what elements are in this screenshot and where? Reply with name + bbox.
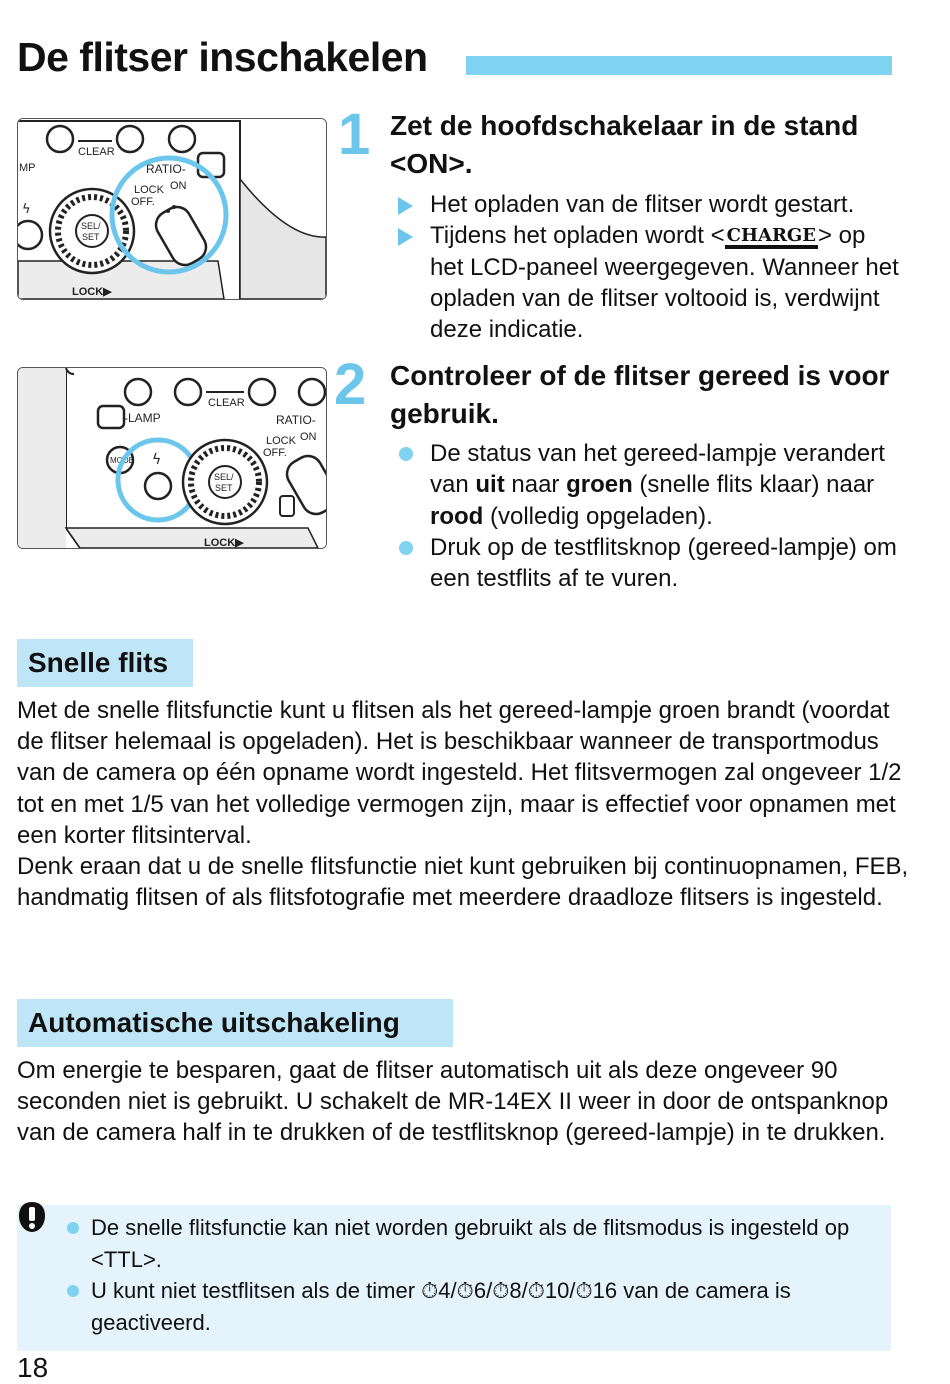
caution-icon: [17, 1200, 47, 1234]
mode-label: MODE: [110, 456, 134, 465]
quick-flash-text: Met de snelle flitsfunctie kunt u flitsen als het gereed-lampje groen brandt (voordat de flitser helemaal is opgeladen). Het is beschikbaar wanneer de transportmodus van de camera op één opname wordt ingesteld. Het flitsvermogen zal ongeveer 1/2 tot en met 1/5 van het volledige vermogen zijn, maar is effectief voor opnamen met een korter flitsinterval. Denk eraan dat u de snelle flitsfunctie niet kunt gebruiken bij continuopnamen, FEB, handmatig flitsen of als flitsfotografie met meerdere draadloze flitsers is ingesteld.: [17, 697, 909, 912]
lamp-label: -LAMP: [124, 411, 161, 425]
timer-16-icon: ⏱16: [575, 1278, 618, 1303]
charge-indicator-icon: CHARGE: [725, 227, 818, 249]
list-item: Het opladen van de flitser wordt gestart.: [398, 189, 903, 220]
lock-bottom-label: LOCK▶: [204, 537, 244, 548]
lock-label: LOCK: [134, 184, 164, 196]
page-number: 18: [17, 1352, 49, 1383]
step-2-bullets: [398, 438, 903, 594]
step-2-heading: Controleer of de flitser gereed is voor gebruik.: [390, 360, 890, 429]
off-label: OFF.: [263, 447, 287, 459]
timer-8-icon: ⏱8: [492, 1278, 522, 1303]
arrow-bullet-icon: [398, 228, 413, 246]
step-1-heading: Zet de hoofdschakelaar in de stand <ON>.: [390, 110, 859, 179]
mp-label: MP: [19, 162, 36, 174]
svg-text:ϟ: ϟ: [152, 452, 162, 468]
set-label: SET: [82, 232, 100, 242]
ratio-label: RATIO-: [146, 162, 186, 176]
step-1-number: 1: [338, 102, 371, 167]
bullet-dot-icon: [67, 1285, 79, 1297]
on-label: ON: [300, 431, 317, 443]
set-label: SET: [215, 483, 233, 493]
title-accent-bar: [466, 56, 892, 75]
list-item: U kunt niet testflitsen als de timer ⏱4/⏱6/⏱8/⏱10/⏱16 van de camera is geactiveerd.: [67, 1275, 877, 1338]
clear-label: CLEAR: [78, 146, 115, 158]
caution-box: [17, 1205, 891, 1351]
section-heading-quick-flash: Snelle flits: [17, 639, 193, 687]
timer-6-icon: ⏱6: [456, 1278, 487, 1303]
page-title: De flitser inschakelen: [17, 34, 428, 80]
ratio-label: RATIO-: [276, 413, 316, 427]
timer-10-icon: ⏱10: [527, 1278, 570, 1303]
clear-label: CLEAR: [208, 397, 245, 409]
svg-text:ϟ: ϟ: [22, 202, 31, 217]
sel-label: SEL/: [214, 472, 234, 482]
section-heading-auto-power-off: Automatische uitschakeling: [17, 999, 453, 1047]
list-item: Tijdens het opladen wordt < CHARGE> op het LCD-paneel weergegeven. Wanneer het opladen van de flitser voltooid is, verdwijnt deze indicatie.: [398, 220, 903, 345]
off-label: OFF.: [131, 196, 155, 208]
lock-label: LOCK: [266, 435, 296, 447]
timer-4-icon: ⏱4: [421, 1278, 451, 1303]
list-item: De status van het gereed-lampje verandert van uit naar groen (snelle flits klaar) naar rood (volledig opgeladen).: [398, 438, 903, 532]
bullet-dot-icon: [399, 541, 413, 555]
arrow-bullet-icon: [398, 197, 413, 215]
flash-power-switch-illustration: [17, 118, 327, 300]
bullet-dot-icon: [399, 447, 413, 461]
sel-label: SEL/: [81, 221, 101, 231]
step-1-bullets: [398, 189, 903, 345]
ready-lamp-illustration: [17, 367, 327, 549]
lock-bottom-label: LOCK▶: [72, 286, 112, 298]
bullet-dot-icon: [67, 1222, 79, 1234]
step-2-number: 2: [334, 352, 367, 417]
list-item: Druk op de testflitsknop (gereed-lampje) om een testflits af te vuren.: [398, 532, 903, 595]
auto-power-off-text: Om energie te besparen, gaat de flitser automatisch uit als deze ongeveer 90 seconden niet is gebruikt. U schakelt de MR-14EX II weer in door de ontspanknop van de camera half in te drukken of de testflitsknop (gereed-lampje) in te drukken.: [17, 1057, 889, 1147]
list-item: De snelle flitsfunctie kan niet worden gebruikt als de flitsmodus is ingesteld op <TTL>.: [67, 1212, 877, 1275]
on-label: ON: [170, 180, 187, 192]
